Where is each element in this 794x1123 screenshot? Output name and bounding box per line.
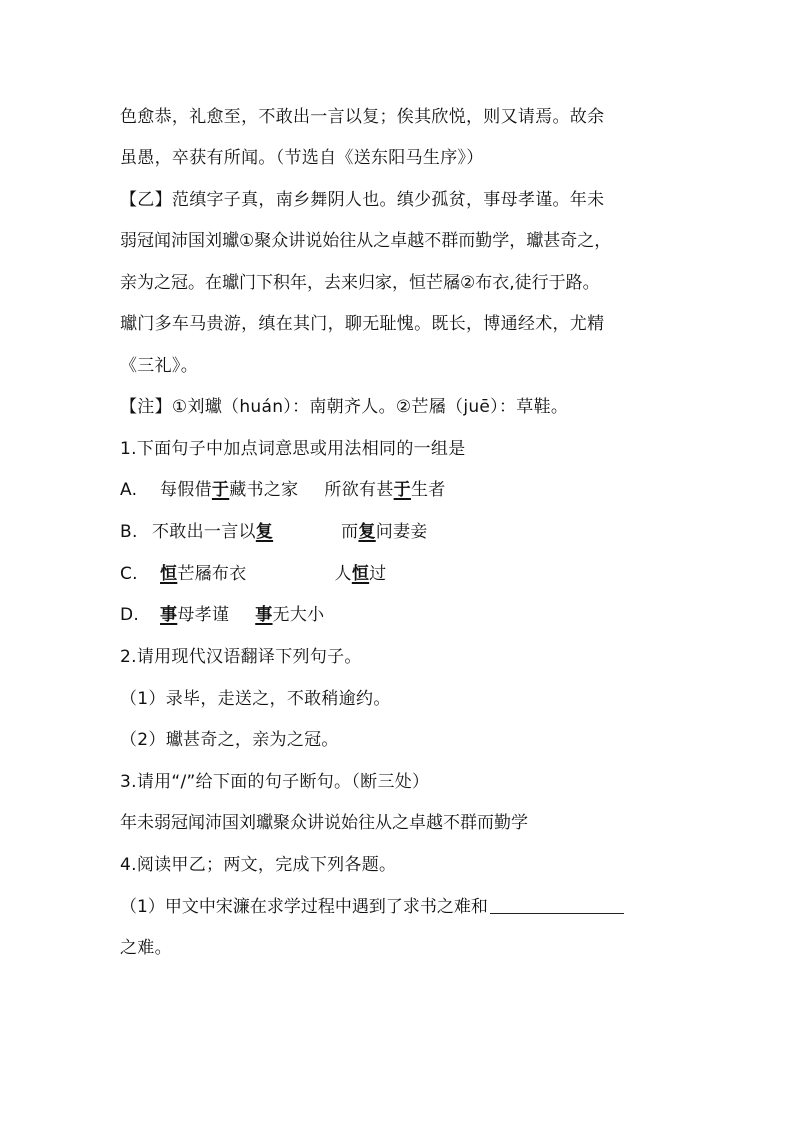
passage-jia-line-1: 色愈恭，礼愈至，不敢出一言以复；俟其欣悦，则又请焉。故余 (120, 107, 605, 127)
annotation-note: 【注】①刘瓛（huán）：南朝齐人。②芒屩（juē）：草鞋。 (120, 397, 569, 417)
option-c-label: C. (120, 564, 138, 584)
question-4-stem: 4.阅读甲乙；两文，完成下列各题。 (120, 855, 397, 875)
option-b-phrase-1-pre: 不敢出一言以 (152, 522, 256, 542)
passage-yi-line-1: 【乙】范缜字子真，南乡舞阴人也。缜少孤贫，事母孝谨。年未 (120, 190, 605, 210)
question-2-stem: 2.请用现代汉语翻译下列句子。 (120, 647, 362, 667)
option-c-phrase-2-dotted-word: 恒 (351, 564, 370, 584)
option-c-phrase-2-post: 过 (369, 564, 387, 584)
option-b-phrase-2-pre: 而 (341, 522, 359, 542)
option-b-phrase-2-post: 问妻妾 (375, 522, 428, 542)
question-3-stem: 3.请用“/”给下面的句子断句。（断三处） (120, 772, 430, 792)
question-2-sentence-1: （1）录毕，走送之，不敢稍逾约。 (120, 689, 391, 709)
option-a-phrase-2-pre: 所欲有甚 (324, 480, 394, 500)
option-c-phrase-1-dotted-word: 恒 (160, 564, 178, 584)
option-d-phrase-2-dotted-word: 事 (255, 605, 273, 625)
option-a-phrase-1-post: 藏书之家 (229, 480, 299, 500)
option-a-phrase-2-dotted-word: 于 (393, 480, 411, 500)
question-1-option-b (120, 519, 680, 545)
passage-yi-line-5: 《三礼》。 (120, 356, 198, 376)
question-1-stem: 1.下面句子中加点词意思或用法相同的一组是 (120, 439, 466, 459)
option-a-phrase-2-post: 生者 (410, 480, 446, 500)
question-2-sentence-2: （2）瓛甚奇之，亲为之冠。 (120, 730, 339, 750)
option-a-label: A. (120, 480, 138, 500)
passage-yi-line-4: 瓛门多车马贵游，缜在其门，聊无耻愧。既长，博通经术，尤精 (120, 314, 605, 334)
answer-blank[interactable] (490, 895, 624, 914)
question-4-sub-1 (120, 894, 680, 920)
option-a-phrase-1-dotted-word: 于 (211, 480, 230, 500)
passage-jia-line-2: 虽愚，卒获有所闻。（节选自《送东阳马生序》） (120, 148, 484, 168)
question-1-option-d (120, 602, 680, 628)
option-d-phrase-1-post: 母孝谨 (177, 605, 230, 625)
question-3-sentence: 年未弱冠闻沛国刘瓛聚众讲说始往从之卓越不群而勤学 (120, 813, 528, 833)
question-4-sub-1-text: （1）甲文中宋濂在求学过程中遇到了求书之难和 (120, 897, 488, 917)
option-a-phrase-1-pre: 每假借 (160, 480, 212, 500)
option-d-label: D. (120, 605, 140, 625)
question-1-option-c (120, 561, 680, 587)
question-4-sub-1-tail: 之难。 (120, 938, 172, 958)
option-c-phrase-2-pre: 人 (334, 564, 352, 584)
option-b-phrase-2-dotted-word: 复 (358, 522, 376, 542)
passage-yi-line-2: 弱冠闻沛国刘瓛①聚众讲说始往从之卓越不群而勤学，瓛甚奇之， (120, 231, 612, 251)
option-d-phrase-1-dotted-word: 事 (160, 605, 178, 625)
passage-yi-line-3: 亲为之冠。在瓛门下积年，去来归家，恒芒屩②布衣,徒行于路。 (120, 273, 600, 293)
option-d-phrase-2-post: 无大小 (272, 605, 325, 625)
option-b-label: B. (120, 522, 138, 542)
question-1-option-a (120, 477, 680, 503)
option-c-phrase-1-post: 芒屩布衣 (177, 564, 247, 584)
option-b-phrase-1-dotted-word: 复 (255, 522, 274, 542)
